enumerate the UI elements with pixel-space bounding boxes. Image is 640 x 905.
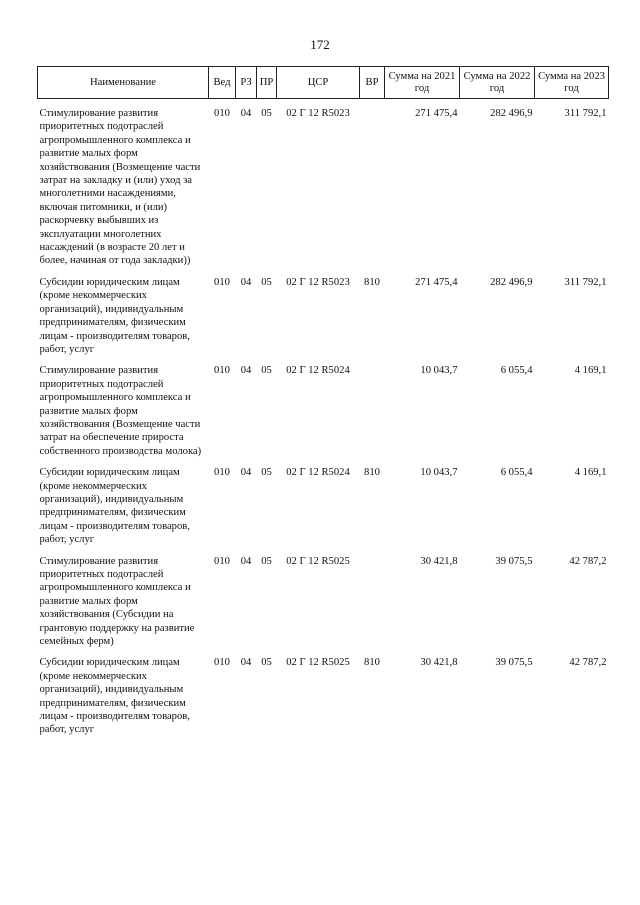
row-vr xyxy=(360,107,385,268)
row-csr: 02 Г 12 R5025 xyxy=(286,657,350,669)
table-row xyxy=(38,656,609,736)
row-rz: 04 xyxy=(240,276,252,288)
table-row xyxy=(38,364,609,458)
row-ved: 010 xyxy=(214,555,230,567)
row-sum-2022: 6 055,4 xyxy=(500,365,533,377)
header-name: Наименование xyxy=(38,67,209,99)
row-sum-2021: 10 043,7 xyxy=(420,365,458,377)
row-name: Стимулирование развития приоритетных подотраслей агропромышленного комплекса и развитие малых форм хозяйствования (Субсидии на грантовую поддержку на развитие семейных ферм) xyxy=(39,555,195,648)
row-sum-2023: 42 787,2 xyxy=(569,657,607,669)
row-name: Субсидии юридическим лицам (кроме некоммерческих организаций), индивидуальным предпринимателям, физическим лицам - производителям товаров, работ, услуг xyxy=(39,657,190,736)
row-name: Стимулирование развития приоритетных подотраслей агропромышленного комплекса и развитие малых форм хозяйствования (Возмещение части затрат на закладку и (или) уход за многолетними насаждениями, включая питомники, и (или) раскорчевку выбывших из эксплуатации многолетних насаждений (в возрасте 20 лет и более, начиная от года закладки)) xyxy=(39,108,201,267)
row-sum-2022: 39 075,5 xyxy=(495,555,533,567)
row-csr: 02 Г 12 R5025 xyxy=(286,555,350,567)
row-vr xyxy=(360,364,385,458)
row-rz: 04 xyxy=(240,108,252,119)
row-csr: 02 Г 12 R5024 xyxy=(286,365,350,377)
header-vr: ВР xyxy=(360,67,385,99)
row-pr: 05 xyxy=(261,276,272,288)
row-sum-2022: 282 496,9 xyxy=(490,108,533,119)
row-sum-2022: 39 075,5 xyxy=(495,657,533,669)
row-sum-2022: 6 055,4 xyxy=(500,467,533,479)
row-name: Стимулирование развития приоритетных подотраслей агропромышленного комплекса и развитие малых форм хозяйствования (Возмещение части затрат на обеспечение прироста собственного производства молока) xyxy=(39,365,202,457)
row-vr: 810 xyxy=(364,276,380,288)
row-sum-2023: 311 792,1 xyxy=(564,276,607,288)
header-sum-2021: Сумма на 2021 год xyxy=(385,67,460,99)
row-ved: 010 xyxy=(214,108,230,119)
row-sum-2021: 30 421,8 xyxy=(420,555,458,567)
row-pr: 05 xyxy=(261,657,272,669)
row-rz: 04 xyxy=(240,467,252,479)
row-pr: 05 xyxy=(261,467,272,479)
row-sum-2023: 311 792,1 xyxy=(564,108,607,119)
row-sum-2021: 10 043,7 xyxy=(420,467,458,479)
header-sum-2022: Сумма на 2022 год xyxy=(460,67,535,99)
budget-table xyxy=(37,66,609,737)
row-ved: 010 xyxy=(214,467,230,479)
row-rz: 04 xyxy=(240,555,252,567)
row-sum-2023: 4 169,1 xyxy=(574,365,607,377)
table-row xyxy=(38,276,609,356)
row-csr: 02 Г 12 R5024 xyxy=(286,467,350,479)
row-name: Субсидии юридическим лицам (кроме некоммерческих организаций), индивидуальным предпринимателям, физическим лицам - производителям товаров, работ, услуг xyxy=(39,467,190,546)
row-rz: 04 xyxy=(240,657,252,669)
row-pr: 05 xyxy=(261,555,272,567)
row-pr: 05 xyxy=(261,108,272,119)
row-pr: 05 xyxy=(261,365,272,377)
row-vr: 810 xyxy=(364,657,380,669)
row-ved: 010 xyxy=(214,365,230,377)
table-header-row xyxy=(38,67,609,99)
row-sum-2021: 271 475,4 xyxy=(415,276,458,288)
header-csr: ЦСР xyxy=(277,67,360,99)
row-sum-2023: 42 787,2 xyxy=(569,555,607,567)
row-sum-2022: 282 496,9 xyxy=(490,276,533,288)
row-ved: 010 xyxy=(214,657,230,669)
table-row xyxy=(38,466,609,546)
header-pr: ПР xyxy=(257,67,277,99)
row-sum-2021: 30 421,8 xyxy=(420,657,458,669)
header-ved: Вед xyxy=(209,67,236,99)
row-vr: 810 xyxy=(364,467,380,479)
row-name: Субсидии юридическим лицам (кроме некоммерческих организаций), индивидуальным предпринимателям, физическим лицам - производителям товаров, работ, услуг xyxy=(39,276,190,355)
row-vr xyxy=(360,555,385,649)
page-number: 172 xyxy=(310,37,330,52)
row-csr: 02 Г 12 R5023 xyxy=(286,108,350,119)
header-rz: РЗ xyxy=(236,67,257,99)
row-sum-2021: 271 475,4 xyxy=(415,108,458,119)
row-rz: 04 xyxy=(240,365,252,377)
header-sum-2023: Сумма на 2023 год xyxy=(535,67,609,99)
table-row xyxy=(38,107,609,268)
table-row xyxy=(38,555,609,649)
row-ved: 010 xyxy=(214,276,230,288)
row-csr: 02 Г 12 R5023 xyxy=(286,276,350,288)
row-sum-2023: 4 169,1 xyxy=(574,467,607,479)
